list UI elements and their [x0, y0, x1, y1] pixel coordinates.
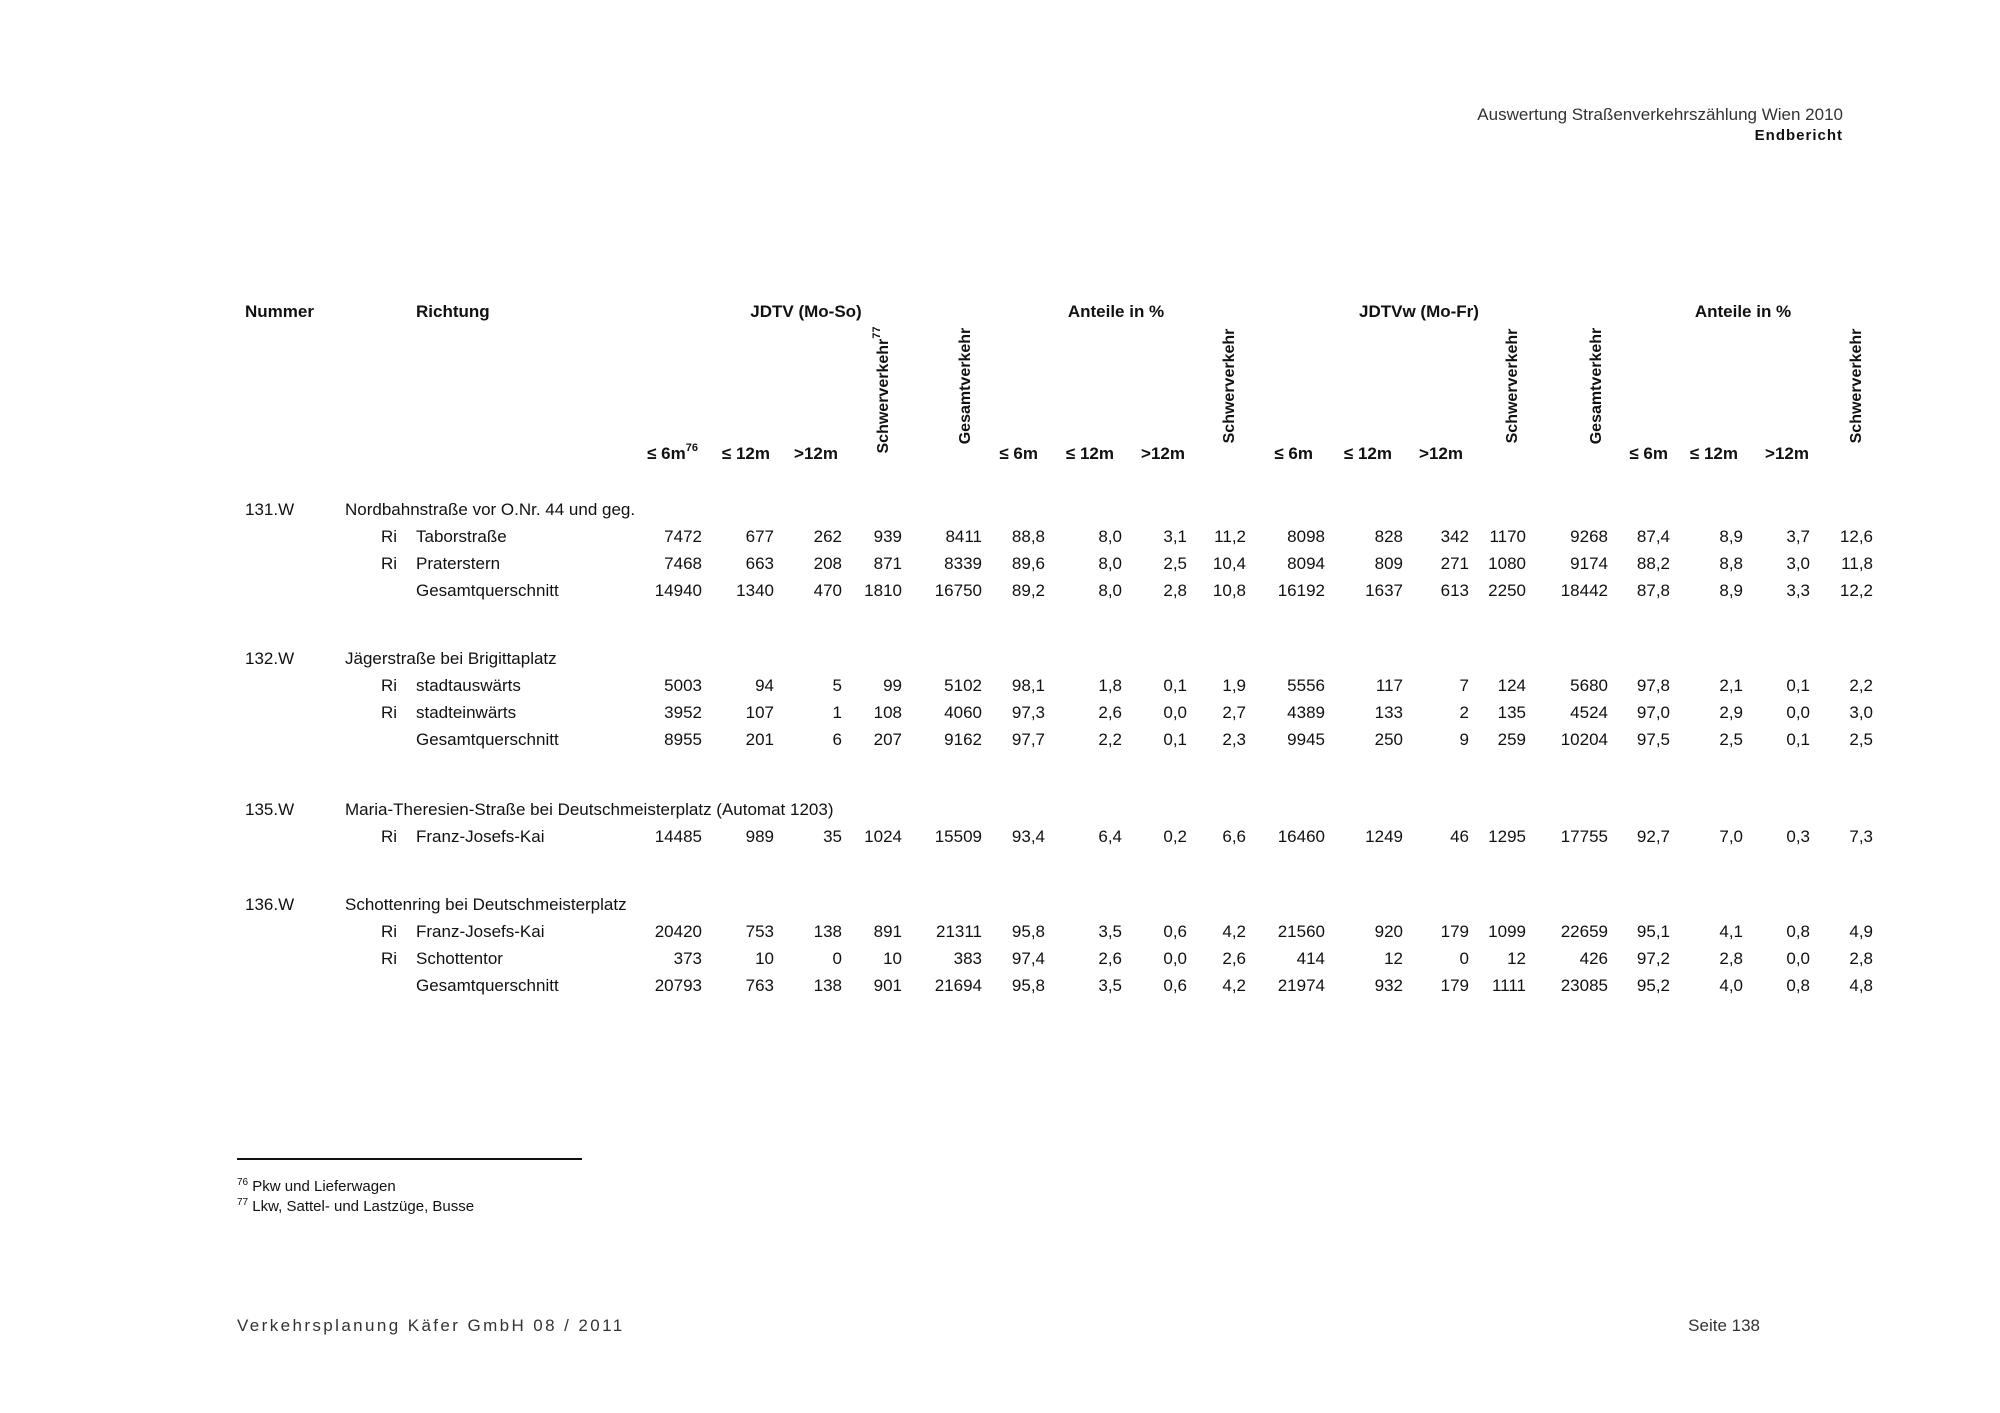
table-cell: 271: [1440, 554, 1469, 573]
table-cell: 8,9: [1719, 527, 1743, 546]
row-direction-name: Praterstern: [416, 554, 501, 573]
table-cell: 3,0: [1849, 703, 1873, 722]
header-gt12m-anteile-1: >12m: [1141, 444, 1185, 463]
table-cell: 0,3: [1786, 827, 1810, 846]
table-cell: 2,2: [1849, 676, 1873, 695]
row-direction-prefix: Ri: [381, 949, 398, 968]
table-cell: 10,4: [1212, 554, 1246, 573]
row-direction-prefix: Ri: [381, 827, 398, 846]
header-le12m-jdtvw: ≤ 12m: [1343, 444, 1392, 463]
table-cell: 3,3: [1786, 581, 1810, 600]
table-cell: 9268: [1570, 527, 1608, 546]
table-cell: 8,8: [1719, 554, 1743, 573]
table-cell: 9174: [1570, 554, 1608, 573]
footnote-76: $^{76}$ Pkw und Lieferwagen: [237, 1177, 396, 1195]
table-cell: 10: [755, 949, 774, 968]
table-cell: 16192: [1277, 581, 1325, 600]
table-cell: 7,3: [1849, 827, 1873, 846]
table-cell: 1295: [1488, 827, 1526, 846]
table-cell: 8,0: [1098, 527, 1122, 546]
table-cell: 3,0: [1786, 554, 1810, 573]
header-gt12m-jdtv: >12m: [794, 444, 838, 463]
table-cell: 1,9: [1222, 676, 1246, 695]
table-cell: 2,9: [1719, 703, 1743, 722]
section-number: 136.W: [245, 895, 295, 914]
table-cell: 3952: [664, 703, 702, 722]
table-cell: 2,1: [1719, 676, 1743, 695]
row-direction-prefix: Ri: [381, 676, 398, 695]
section-title: Jägerstraße bei Brigittaplatz: [345, 649, 557, 668]
table-cell: 8955: [664, 730, 702, 749]
table-cell: 21560: [1277, 922, 1325, 941]
table-cell: 97,5: [1636, 730, 1670, 749]
header-le6m-anteile-2: ≤ 6m: [1629, 444, 1668, 463]
table-cell: 0,0: [1163, 949, 1187, 968]
header-le12m-jdtv: ≤ 12m: [721, 444, 770, 463]
table-cell: 5680: [1570, 676, 1608, 695]
table-cell: 6,6: [1222, 827, 1246, 846]
header-jdtvw: JDTVw (Mo-Fr): [1359, 302, 1479, 321]
table-cell: 133: [1374, 703, 1403, 722]
table-cell: 108: [873, 703, 902, 722]
table-cell: 0,8: [1786, 922, 1810, 941]
table-cell: 828: [1374, 527, 1403, 546]
table-cell: 2,5: [1849, 730, 1873, 749]
table-cell: 88,8: [1011, 527, 1045, 546]
table-cell: 10204: [1560, 730, 1608, 749]
page-number: Seite 138: [1688, 1316, 1760, 1335]
table-cell: 1340: [736, 581, 774, 600]
table-cell: 2,5: [1163, 554, 1187, 573]
table-cell: 8,0: [1098, 554, 1122, 573]
table-cell: 89,2: [1011, 581, 1045, 600]
table-cell: 95,1: [1636, 922, 1670, 941]
table-cell: 2,5: [1719, 730, 1743, 749]
table-cell: 5102: [944, 676, 982, 695]
row-direction-prefix: Ri: [381, 554, 398, 573]
table-cell: 4524: [1570, 703, 1608, 722]
table-cell: 0,0: [1786, 703, 1810, 722]
table-cell: 8,9: [1719, 581, 1743, 600]
table-cell: 613: [1440, 581, 1469, 600]
table-cell: 259: [1497, 730, 1526, 749]
table-cell: 920: [1374, 922, 1403, 941]
table-cell: 4060: [944, 703, 982, 722]
table-cell: 21311: [935, 922, 982, 941]
table-cell: 207: [873, 730, 902, 749]
table-cell: 97,7: [1011, 730, 1045, 749]
report-title: Auswertung Straßenverkehrszählung Wien 2010: [1477, 105, 1843, 124]
table-cell: 12: [1507, 949, 1526, 968]
table-cell: 8098: [1287, 527, 1325, 546]
table-cell: 9945: [1287, 730, 1325, 749]
table-cell: 179: [1440, 976, 1469, 995]
table-cell: 0,8: [1786, 976, 1810, 995]
table-cell: 10: [883, 949, 902, 968]
table-cell: 8339: [944, 554, 982, 573]
table-cell: 871: [873, 554, 902, 573]
row-direction-name: Franz-Josefs-Kai: [416, 827, 545, 846]
row-direction-prefix: Ri: [381, 527, 398, 546]
section-number: 132.W: [245, 649, 295, 668]
table-cell: 97,0: [1636, 703, 1670, 722]
header-gt12m-anteile-2: >12m: [1765, 444, 1809, 463]
table-cell: 6,4: [1098, 827, 1122, 846]
table-cell: 18442: [1560, 581, 1608, 600]
table-cell: 21694: [934, 976, 982, 995]
table-cell: 1024: [864, 827, 902, 846]
footer-company: Verkehrsplanung Käfer GmbH 08 / 2011: [237, 1316, 625, 1335]
table-cell: 1810: [864, 581, 902, 600]
table-cell: 2,2: [1098, 730, 1122, 749]
table-cell: 7472: [664, 527, 702, 546]
table-cell: 87,8: [1636, 581, 1670, 600]
section-title: Maria-Theresien-Straße bei Deutschmeisterplatz (Automat 1203): [345, 800, 834, 819]
table-cell: 21974: [1277, 976, 1325, 995]
footnote-77: $^{77}$ Lkw, Sattel- und Lastzüge, Busse: [237, 1197, 475, 1215]
table-cell: 2: [1459, 703, 1469, 722]
table-cell: 97,4: [1011, 949, 1045, 968]
table-cell: 262: [813, 527, 842, 546]
table-cell: 9: [1459, 730, 1469, 749]
table-cell: 891: [873, 922, 902, 941]
table-cell: 16460: [1277, 827, 1325, 846]
table-cell: 135: [1497, 703, 1526, 722]
table-cell: 0,1: [1163, 676, 1187, 695]
table-cell: 95,8: [1011, 976, 1045, 995]
table-cell: 99: [883, 676, 902, 695]
table-cell: 2,6: [1222, 949, 1246, 968]
row-direction-name: stadteinwärts: [416, 703, 517, 722]
row-direction-prefix: Ri: [381, 922, 398, 941]
table-cell: 23085: [1560, 976, 1608, 995]
table-cell: 10,8: [1212, 581, 1246, 600]
table-cell: 17755: [1560, 827, 1608, 846]
section-number: 131.W: [245, 500, 295, 519]
table-cell: 2250: [1488, 581, 1526, 600]
table-cell: 46: [1450, 827, 1469, 846]
header-schwerverkehr-jdtvw: Schwerverkehr: [1504, 328, 1521, 444]
table-cell: 8,0: [1098, 581, 1122, 600]
table-cell: 0,6: [1163, 976, 1187, 995]
table-cell: 14940: [654, 581, 702, 600]
table-cell: 208: [813, 554, 842, 573]
table-cell: 0: [1459, 949, 1469, 968]
table-cell: 939: [873, 527, 902, 546]
header-le12m-anteile-2: ≤ 12m: [1689, 444, 1738, 463]
table-cell: 12: [1384, 949, 1403, 968]
table-cell: 2,6: [1098, 949, 1122, 968]
table-cell: 470: [813, 581, 842, 600]
row-direction-name: Gesamtquerschnitt: [416, 976, 559, 995]
table-cell: 5: [832, 676, 842, 695]
table-cell: 20793: [654, 976, 702, 995]
header-schwerverkehr-jdtv: Schwerverkehr$^{77}$: [871, 326, 892, 454]
section-title: Schottenring bei Deutschmeisterplatz: [345, 895, 627, 914]
table-cell: 1099: [1488, 922, 1526, 941]
table-cell: 1249: [1365, 827, 1403, 846]
table-cell: 93,4: [1011, 827, 1045, 846]
row-direction-name: stadtauswärts: [416, 676, 521, 695]
header-schwerverkehr-anteile-1: Schwerverkehr: [1221, 328, 1238, 444]
table-cell: 0: [832, 949, 842, 968]
table-cell: 117: [1375, 676, 1403, 695]
header-le6m-anteile-1: ≤ 6m: [999, 444, 1038, 463]
table-cell: 7: [1459, 676, 1469, 695]
table-cell: 124: [1497, 676, 1526, 695]
table-cell: 4,1: [1719, 922, 1743, 941]
table-cell: 35: [823, 827, 842, 846]
table-cell: 0,0: [1786, 949, 1810, 968]
header-richtung: Richtung: [416, 302, 490, 321]
table-cell: 94: [755, 676, 774, 695]
header-le6m-jdtvw: ≤ 6m: [1274, 444, 1313, 463]
table-cell: 88,2: [1636, 554, 1670, 573]
section-title: Nordbahnstraße vor O.Nr. 44 und geg.: [345, 500, 636, 519]
table-cell: 4,2: [1222, 976, 1246, 995]
header-anteile-1: Anteile in %: [1067, 302, 1165, 321]
table-cell: 5003: [664, 676, 702, 695]
table-cell: 138: [813, 976, 842, 995]
footnote-divider: [237, 1158, 582, 1160]
header-anteile-2: Anteile in %: [1694, 302, 1792, 321]
table-cell: 92,7: [1636, 827, 1670, 846]
table-cell: 1080: [1488, 554, 1526, 573]
table-cell: 753: [745, 922, 774, 941]
table-cell: 11,2: [1214, 527, 1246, 546]
table-cell: 5556: [1287, 676, 1325, 695]
row-direction-name: Taborstraße: [416, 527, 507, 546]
table-cell: 414: [1296, 949, 1325, 968]
table-cell: 4,2: [1222, 922, 1246, 941]
header-gesamtverkehr-jdtvw: Gesamtverkehr: [1588, 327, 1605, 445]
table-cell: 250: [1374, 730, 1403, 749]
table-cell: 901: [873, 976, 902, 995]
table-cell: 342: [1440, 527, 1469, 546]
header-le12m-anteile-1: ≤ 12m: [1065, 444, 1114, 463]
table-cell: 201: [745, 730, 774, 749]
table-cell: 677: [745, 527, 774, 546]
table-cell: 22659: [1560, 922, 1608, 941]
table-cell: 0,0: [1163, 703, 1187, 722]
table-cell: 7468: [664, 554, 702, 573]
table-cell: 20420: [654, 922, 702, 941]
table-cell: 107: [745, 703, 774, 722]
row-direction-name: Gesamtquerschnitt: [416, 581, 559, 600]
table-cell: 1,8: [1098, 676, 1122, 695]
table-cell: 2,6: [1098, 703, 1122, 722]
table-cell: 97,3: [1011, 703, 1045, 722]
table-cell: 1170: [1489, 527, 1526, 546]
row-direction-name: Franz-Josefs-Kai: [416, 922, 545, 941]
table-cell: 15509: [934, 827, 982, 846]
table-cell: 98,1: [1011, 676, 1045, 695]
table-cell: 373: [673, 949, 702, 968]
table-cell: 0,1: [1786, 676, 1810, 695]
table-cell: 12,2: [1839, 581, 1873, 600]
table-cell: 932: [1374, 976, 1403, 995]
row-direction-prefix: Ri: [381, 703, 398, 722]
table-cell: 1637: [1365, 581, 1403, 600]
table-cell: 1: [832, 703, 842, 722]
table-cell: 6: [832, 730, 842, 749]
header-jdtv: JDTV (Mo-So): [750, 302, 862, 321]
table-cell: 3,7: [1786, 527, 1810, 546]
header-gesamtverkehr-jdtv: Gesamtverkehr: [957, 327, 974, 445]
report-subtitle: Endbericht: [1754, 127, 1843, 144]
table-cell: 16750: [934, 581, 982, 600]
table-cell: 4,8: [1849, 976, 1873, 995]
table-cell: 4389: [1287, 703, 1325, 722]
table-cell: 0,2: [1163, 827, 1187, 846]
table-cell: 138: [813, 922, 842, 941]
table-cell: 2,8: [1719, 949, 1743, 968]
table-cell: 2,8: [1849, 949, 1873, 968]
table-cell: 179: [1440, 922, 1469, 941]
table-cell: 87,4: [1636, 527, 1670, 546]
header-nummer: Nummer: [245, 302, 314, 321]
header-gt12m-jdtvw: >12m: [1419, 444, 1463, 463]
table-cell: 14485: [654, 827, 702, 846]
table-cell: 2,7: [1222, 703, 1246, 722]
table-cell: 3,5: [1098, 976, 1122, 995]
table-cell: 0,1: [1786, 730, 1810, 749]
table-cell: 8411: [945, 527, 982, 546]
table-cell: 0,6: [1163, 922, 1187, 941]
table-cell: 663: [745, 554, 774, 573]
table-cell: 95,2: [1636, 976, 1670, 995]
row-direction-name: Schottentor: [416, 949, 503, 968]
table-cell: 763: [745, 976, 774, 995]
table-cell: 89,6: [1011, 554, 1045, 573]
table-cell: 3,1: [1163, 527, 1187, 546]
table-cell: 2,3: [1222, 730, 1246, 749]
table-cell: 11,8: [1841, 554, 1873, 573]
table-cell: 9162: [944, 730, 982, 749]
table-cell: 3,5: [1098, 922, 1122, 941]
header-schwerverkehr-anteile-2: Schwerverkehr: [1848, 328, 1865, 444]
table-cell: 383: [953, 949, 982, 968]
section-number: 135.W: [245, 800, 295, 819]
table-cell: 12,6: [1839, 527, 1873, 546]
header-le6m-jdtv: ≤ $6m^{76}$: [647, 442, 698, 463]
table-cell: 989: [745, 827, 774, 846]
table-cell: 95,8: [1011, 922, 1045, 941]
table-cell: 426: [1579, 949, 1608, 968]
table-cell: 97,8: [1636, 676, 1670, 695]
table-cell: 4,0: [1719, 976, 1743, 995]
table-cell: 4,9: [1849, 922, 1873, 941]
table-cell: 0,1: [1163, 730, 1187, 749]
table-cell: 2,8: [1163, 581, 1187, 600]
row-direction-name: Gesamtquerschnitt: [416, 730, 559, 749]
table-cell: 8094: [1287, 554, 1325, 573]
table-cell: 7,0: [1719, 827, 1743, 846]
table-cell: 97,2: [1636, 949, 1670, 968]
table-cell: 1111: [1491, 976, 1526, 995]
table-cell: 809: [1374, 554, 1403, 573]
